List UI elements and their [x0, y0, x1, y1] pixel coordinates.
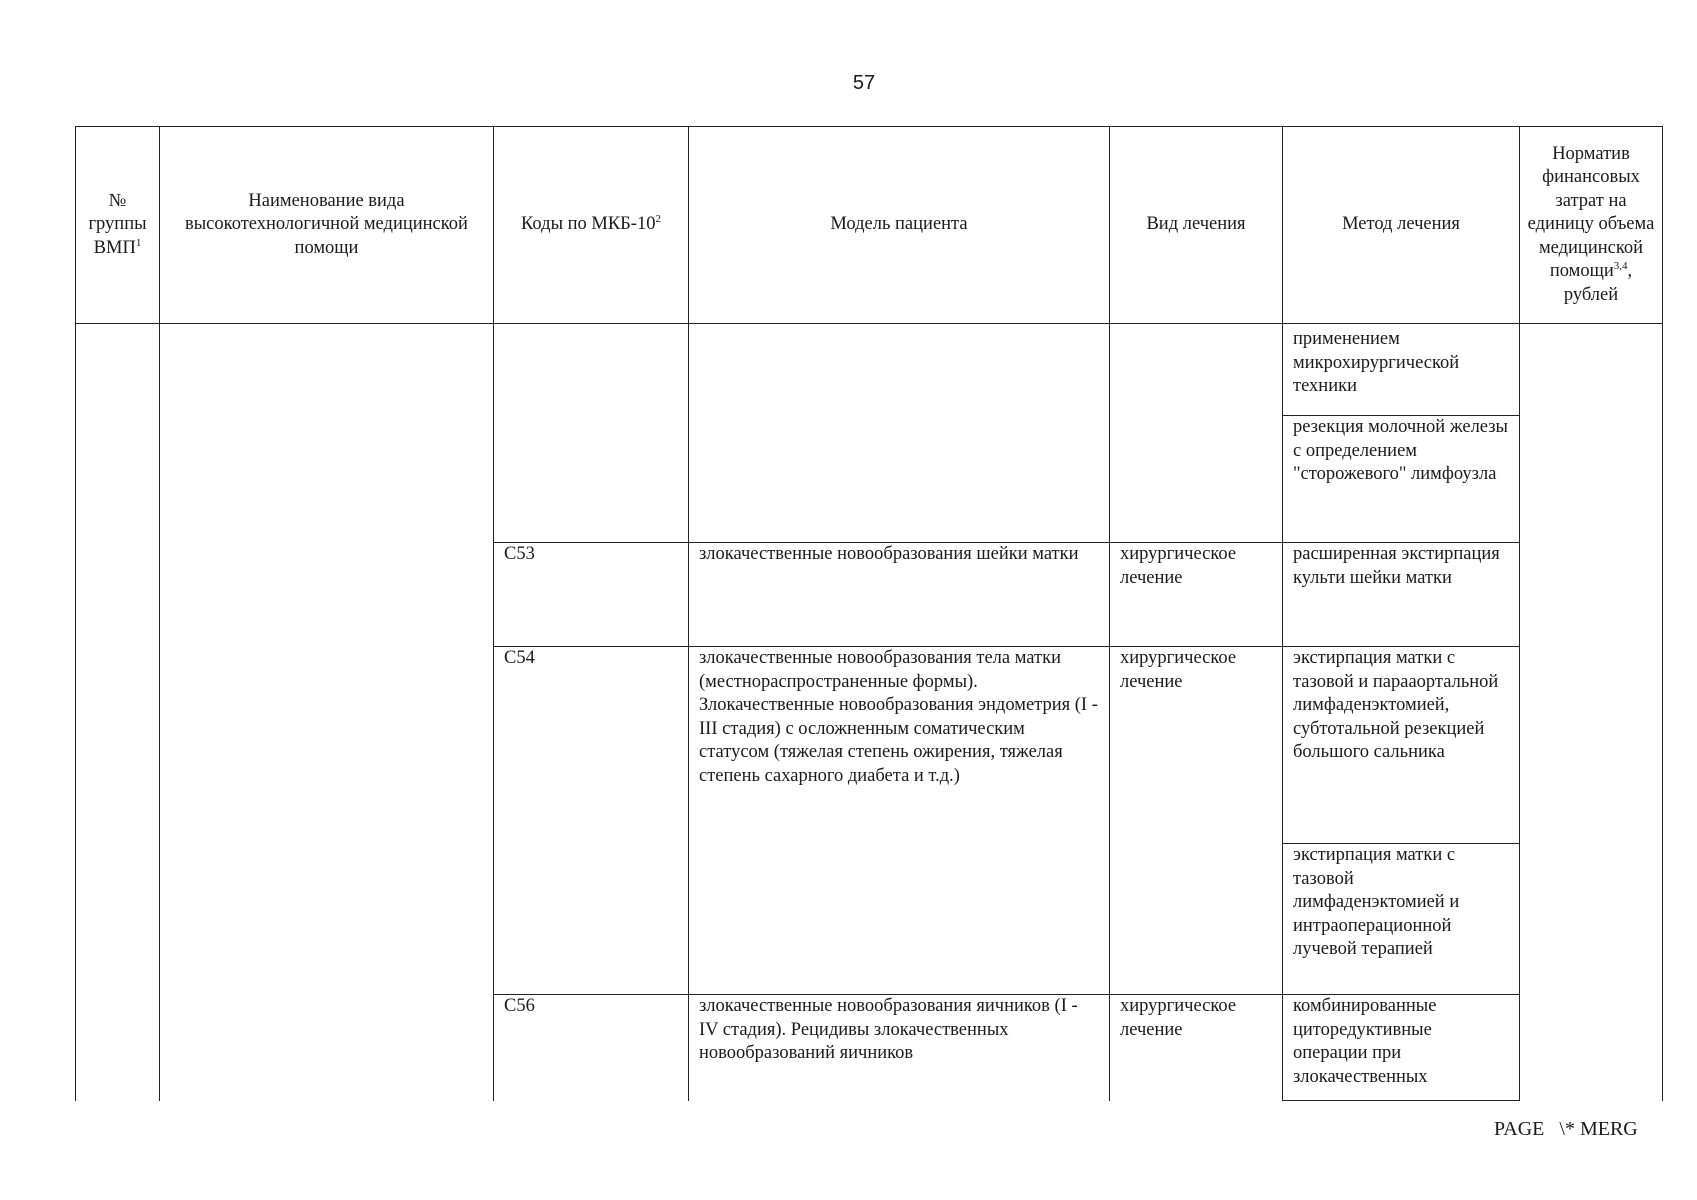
vmp-table [75, 126, 1663, 1101]
header-treatment-type: Вид лечения [1110, 127, 1283, 324]
code-cell: C56 [494, 995, 689, 1101]
model-cell: злокачественные новообразования шейки матки [689, 543, 1110, 647]
table-header [76, 127, 1663, 324]
method-cell: комбинированные циторедуктивные операции при злокачественных [1283, 995, 1520, 1101]
cost-cell [1520, 324, 1663, 1101]
method-cell: применением микрохирургической техники [1283, 324, 1520, 416]
treatment-cell: хирургическое лечение [1110, 543, 1283, 647]
method-cell: резекция молочной железы с определением "сторожевого" лимфоузла [1283, 416, 1520, 543]
vmp-name-cell [160, 324, 494, 1101]
method-cell: экстирпация матки с тазовой и парааортальной лимфаденэктомией, субтотальной резекцией большого сальника [1283, 647, 1520, 844]
treatment-cell [1110, 324, 1283, 543]
page-footer-field: PAGE \* MERG [1494, 1118, 1638, 1140]
method-cell: экстирпация матки с тазовой лимфаденэктомией и интраоперационной лучевой терапией [1283, 844, 1520, 995]
header-cost-norm: Норматив финансовых затрат на единицу объема медицинской помощи$^{3,4}$, рублей [1520, 127, 1663, 324]
header-vmp-name: Наименование вида высокотехнологичной медицинской помощи [160, 127, 494, 324]
code-cell: C53 [494, 543, 689, 647]
page-number: 57 [852, 72, 876, 94]
model-cell: злокачественные новообразования тела матки (местнораспространенные формы). Злокачественные новообразования эндометрия (I - III стадия) с осложненным соматическим статусом (тяжелая степень ожирения, тяжелая степень сахарного диабета и т.д.) [689, 647, 1110, 995]
group-number-cell [76, 324, 160, 1101]
header-patient-model: Модель пациента [689, 127, 1110, 324]
code-cell: C54 [494, 647, 689, 995]
model-cell [689, 324, 1110, 543]
code-cell [494, 324, 689, 543]
header-treatment-method: Метод лечения [1283, 127, 1520, 324]
header-icd-codes: Коды по МКБ-$10^2$ [494, 127, 689, 324]
treatment-cell: хирургическое лечение [1110, 647, 1283, 995]
header-group-number: № группы ВМП$^1$ [76, 127, 160, 324]
method-cell: расширенная экстирпация культи шейки матки [1283, 543, 1520, 647]
table-row [76, 324, 1663, 416]
model-cell: злокачественные новообразования яичников (I - IV стадия). Рецидивы злокачественных новообразований яичников [689, 995, 1110, 1101]
treatment-cell: хирургическое лечение [1110, 995, 1283, 1101]
